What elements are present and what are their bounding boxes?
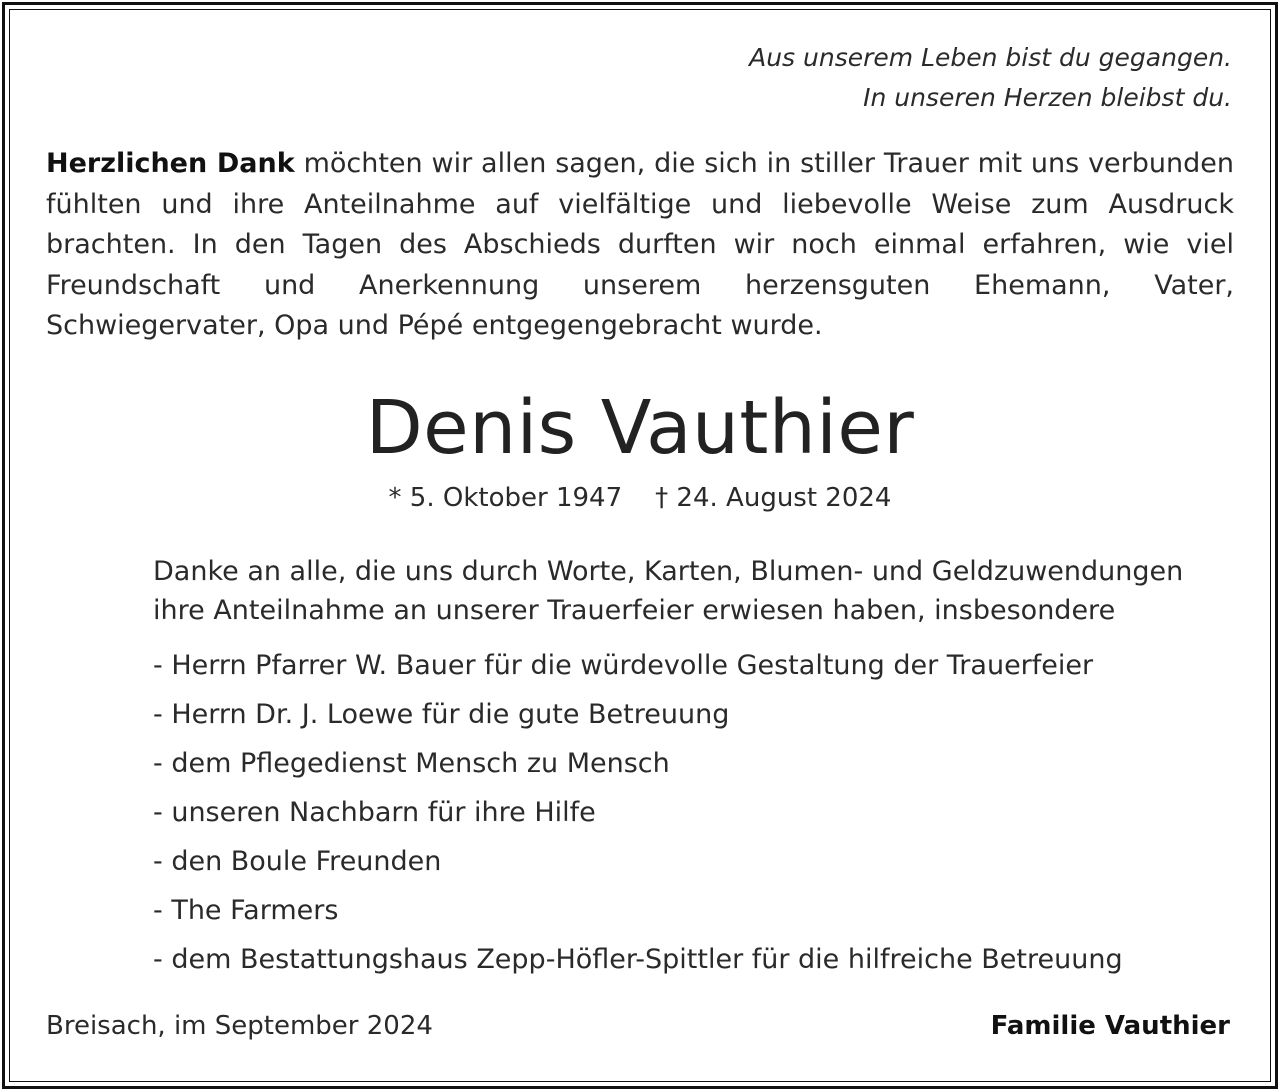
intro-text: möchten wir allen sagen, die sich in stiller Trauer mit uns verbunden fühlten und ihre Anteilnahme auf vielfältige und liebevolle Weise zum Ausdruck brachten. In den Tagen des Abschieds durften wir noch einmal erfahren, wie viel Freundschaft und Anerkennung unserem herzensguten Ehemann, Vater, Schwiegervater, Opa und Pépé entgegengebracht wurde. [46,148,1234,341]
intro-paragraph [46,144,1234,347]
motto [749,38,1232,118]
motto-line-1: Aus unserem Leben bist du gegangen. [749,43,1232,72]
motto-line-2: In unseren Herzen bleibst du. [863,83,1232,112]
place-date: Breisach, im September 2024 [46,1011,433,1041]
intro-lead: Herzlichen Dank [46,148,295,179]
list-item: - dem Pflegedienst Mensch zu Mensch [153,748,670,779]
thanks-line-2: ihre Anteilnahme an unserer Trauerfeier erwiesen haben, insbesondere [153,595,1116,626]
list-item: - Herrn Pfarrer W. Bauer für die würdevolle Gestaltung der Trauerfeier [153,650,1094,681]
thanks-intro [153,552,1233,630]
deceased-name: Denis Vauthier [365,385,915,471]
signature: Familie Vauthier [990,1011,1230,1041]
life-dates: * 5. Oktober 1947 † 24. August 2024 [388,483,892,513]
list-item: - dem Bestattungshaus Zepp-Höfler-Spittler für die hilfreiche Betreuung [153,944,1123,975]
thanks-line-1: Danke an alle, die uns durch Worte, Karten, Blumen- und Geldzuwendungen [153,556,1184,587]
list-item: - unseren Nachbarn für ihre Hilfe [153,797,596,828]
list-item: - Herrn Dr. J. Loewe für die gute Betreuung [153,699,730,730]
thanks-list [153,641,1233,984]
list-item: - den Boule Freunden [153,846,442,877]
list-item: - The Farmers [153,895,339,926]
